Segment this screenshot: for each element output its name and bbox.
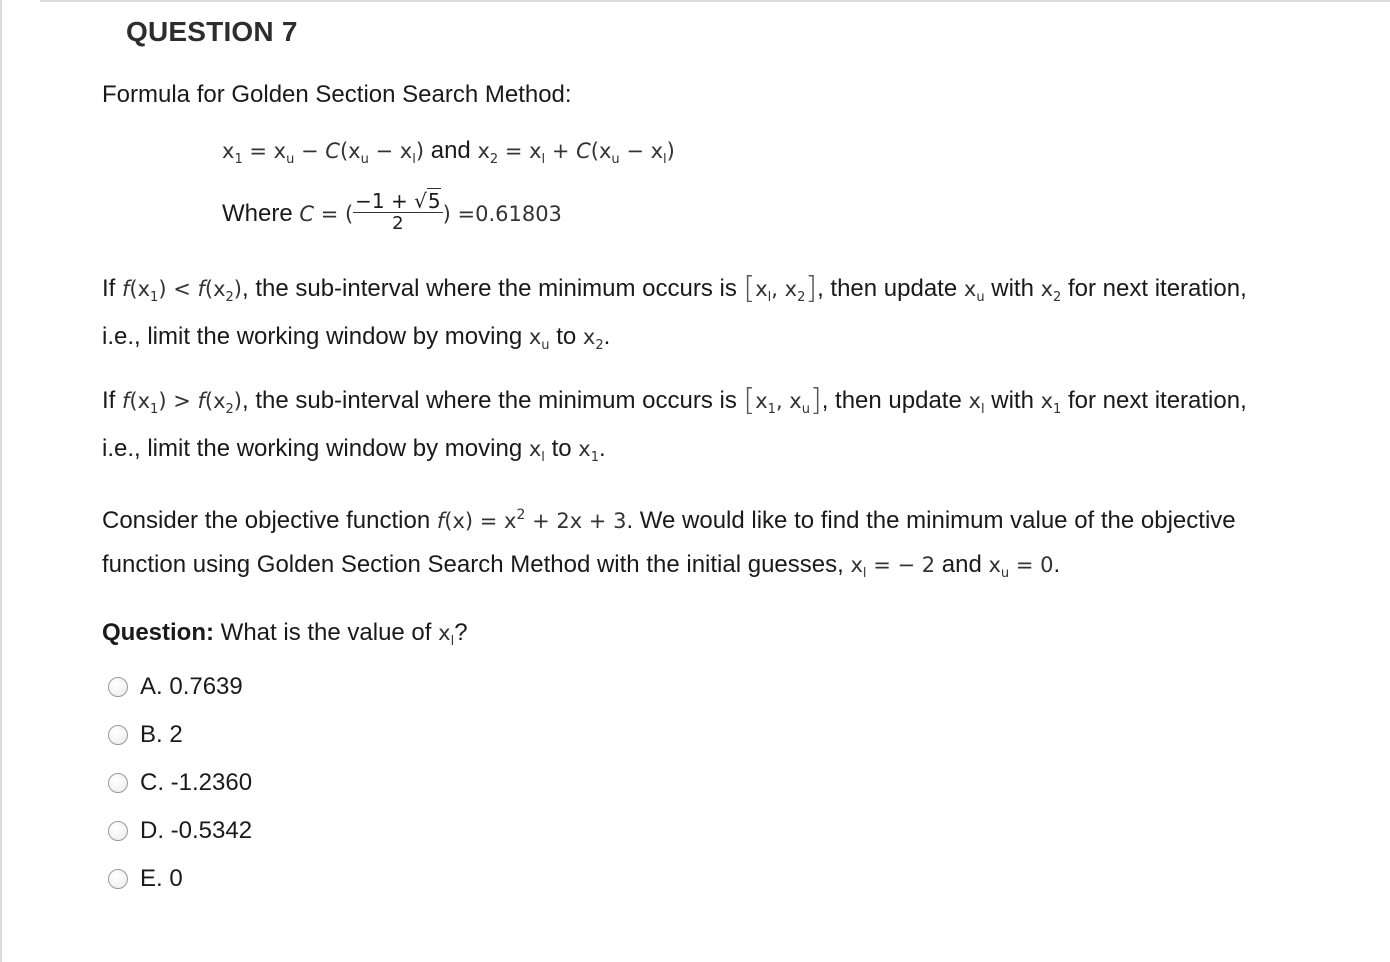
- radio-button[interactable]: [108, 677, 128, 697]
- rule1-line2: i.e., limit the working window by moving $x_u$ to $x_2$.: [102, 323, 611, 353]
- radio-button[interactable]: [108, 725, 128, 745]
- rule1-line1: If $f(x_1) < f(x_2)$, the sub-interval where the minimum occurs is [$x_l$, $x_2$], then update $x_u$ with $x_2$ for next iteration,: [102, 271, 1247, 306]
- option-label: C. -1.2360: [140, 769, 253, 796]
- radio-button[interactable]: [108, 773, 128, 793]
- top-border: [40, 0, 1390, 2]
- option-label: A. 0.7639: [140, 673, 243, 700]
- option-b[interactable]: [108, 720, 183, 750]
- rule2-line1: If $f(x_1) > f(x_2)$, the sub-interval where the minimum occurs is [$x_1$, $x_u$], then update $x_l$ with $x_1$ for next iteration,: [102, 383, 1247, 418]
- question-prompt: Question: What is the value of $x_l$?: [102, 619, 468, 649]
- radio-button[interactable]: [108, 821, 128, 841]
- option-label: B. 2: [140, 721, 183, 748]
- question-label: Question:: [102, 619, 214, 646]
- option-d[interactable]: [108, 816, 252, 846]
- and-word: and: [430, 137, 471, 164]
- c-value: =0.61803: [457, 201, 562, 226]
- option-a[interactable]: [108, 672, 243, 702]
- question-title: QUESTION 7: [126, 16, 298, 47]
- where-word: Where: [222, 199, 293, 227]
- option-label: E. 0: [140, 865, 183, 892]
- objective-line1: Consider the objective function $f(x) = x^2 + 2x + 3$. We would like to find the minimum value of the objective: [102, 507, 1236, 534]
- radio-button[interactable]: [108, 869, 128, 889]
- c-definition: Where C = ( $\frac{-1 + √5}{2}$ ) =0.61803: [222, 189, 562, 234]
- formula-heading: Formula for Golden Section Search Method:: [102, 81, 572, 108]
- option-label: D. -0.5342: [140, 817, 253, 844]
- option-e[interactable]: [108, 864, 183, 894]
- option-c[interactable]: [108, 768, 252, 798]
- c-fraction: $\frac{-1 + √5}{2}$: [355, 189, 441, 234]
- left-border: [0, 0, 2, 962]
- objective-line2: function using Golden Section Search Method with the initial guesses, $x_l$ = − 2 and $x_u = 0$.: [102, 551, 1061, 581]
- formula-equations: $x_1 = x_u - C(x_u - x_l)$ and $x_2 = x_l + C(x_u - x_l)$: [222, 137, 675, 167]
- rule2-line2: i.e., limit the working window by moving $x_l$ to $x_1$.: [102, 435, 606, 465]
